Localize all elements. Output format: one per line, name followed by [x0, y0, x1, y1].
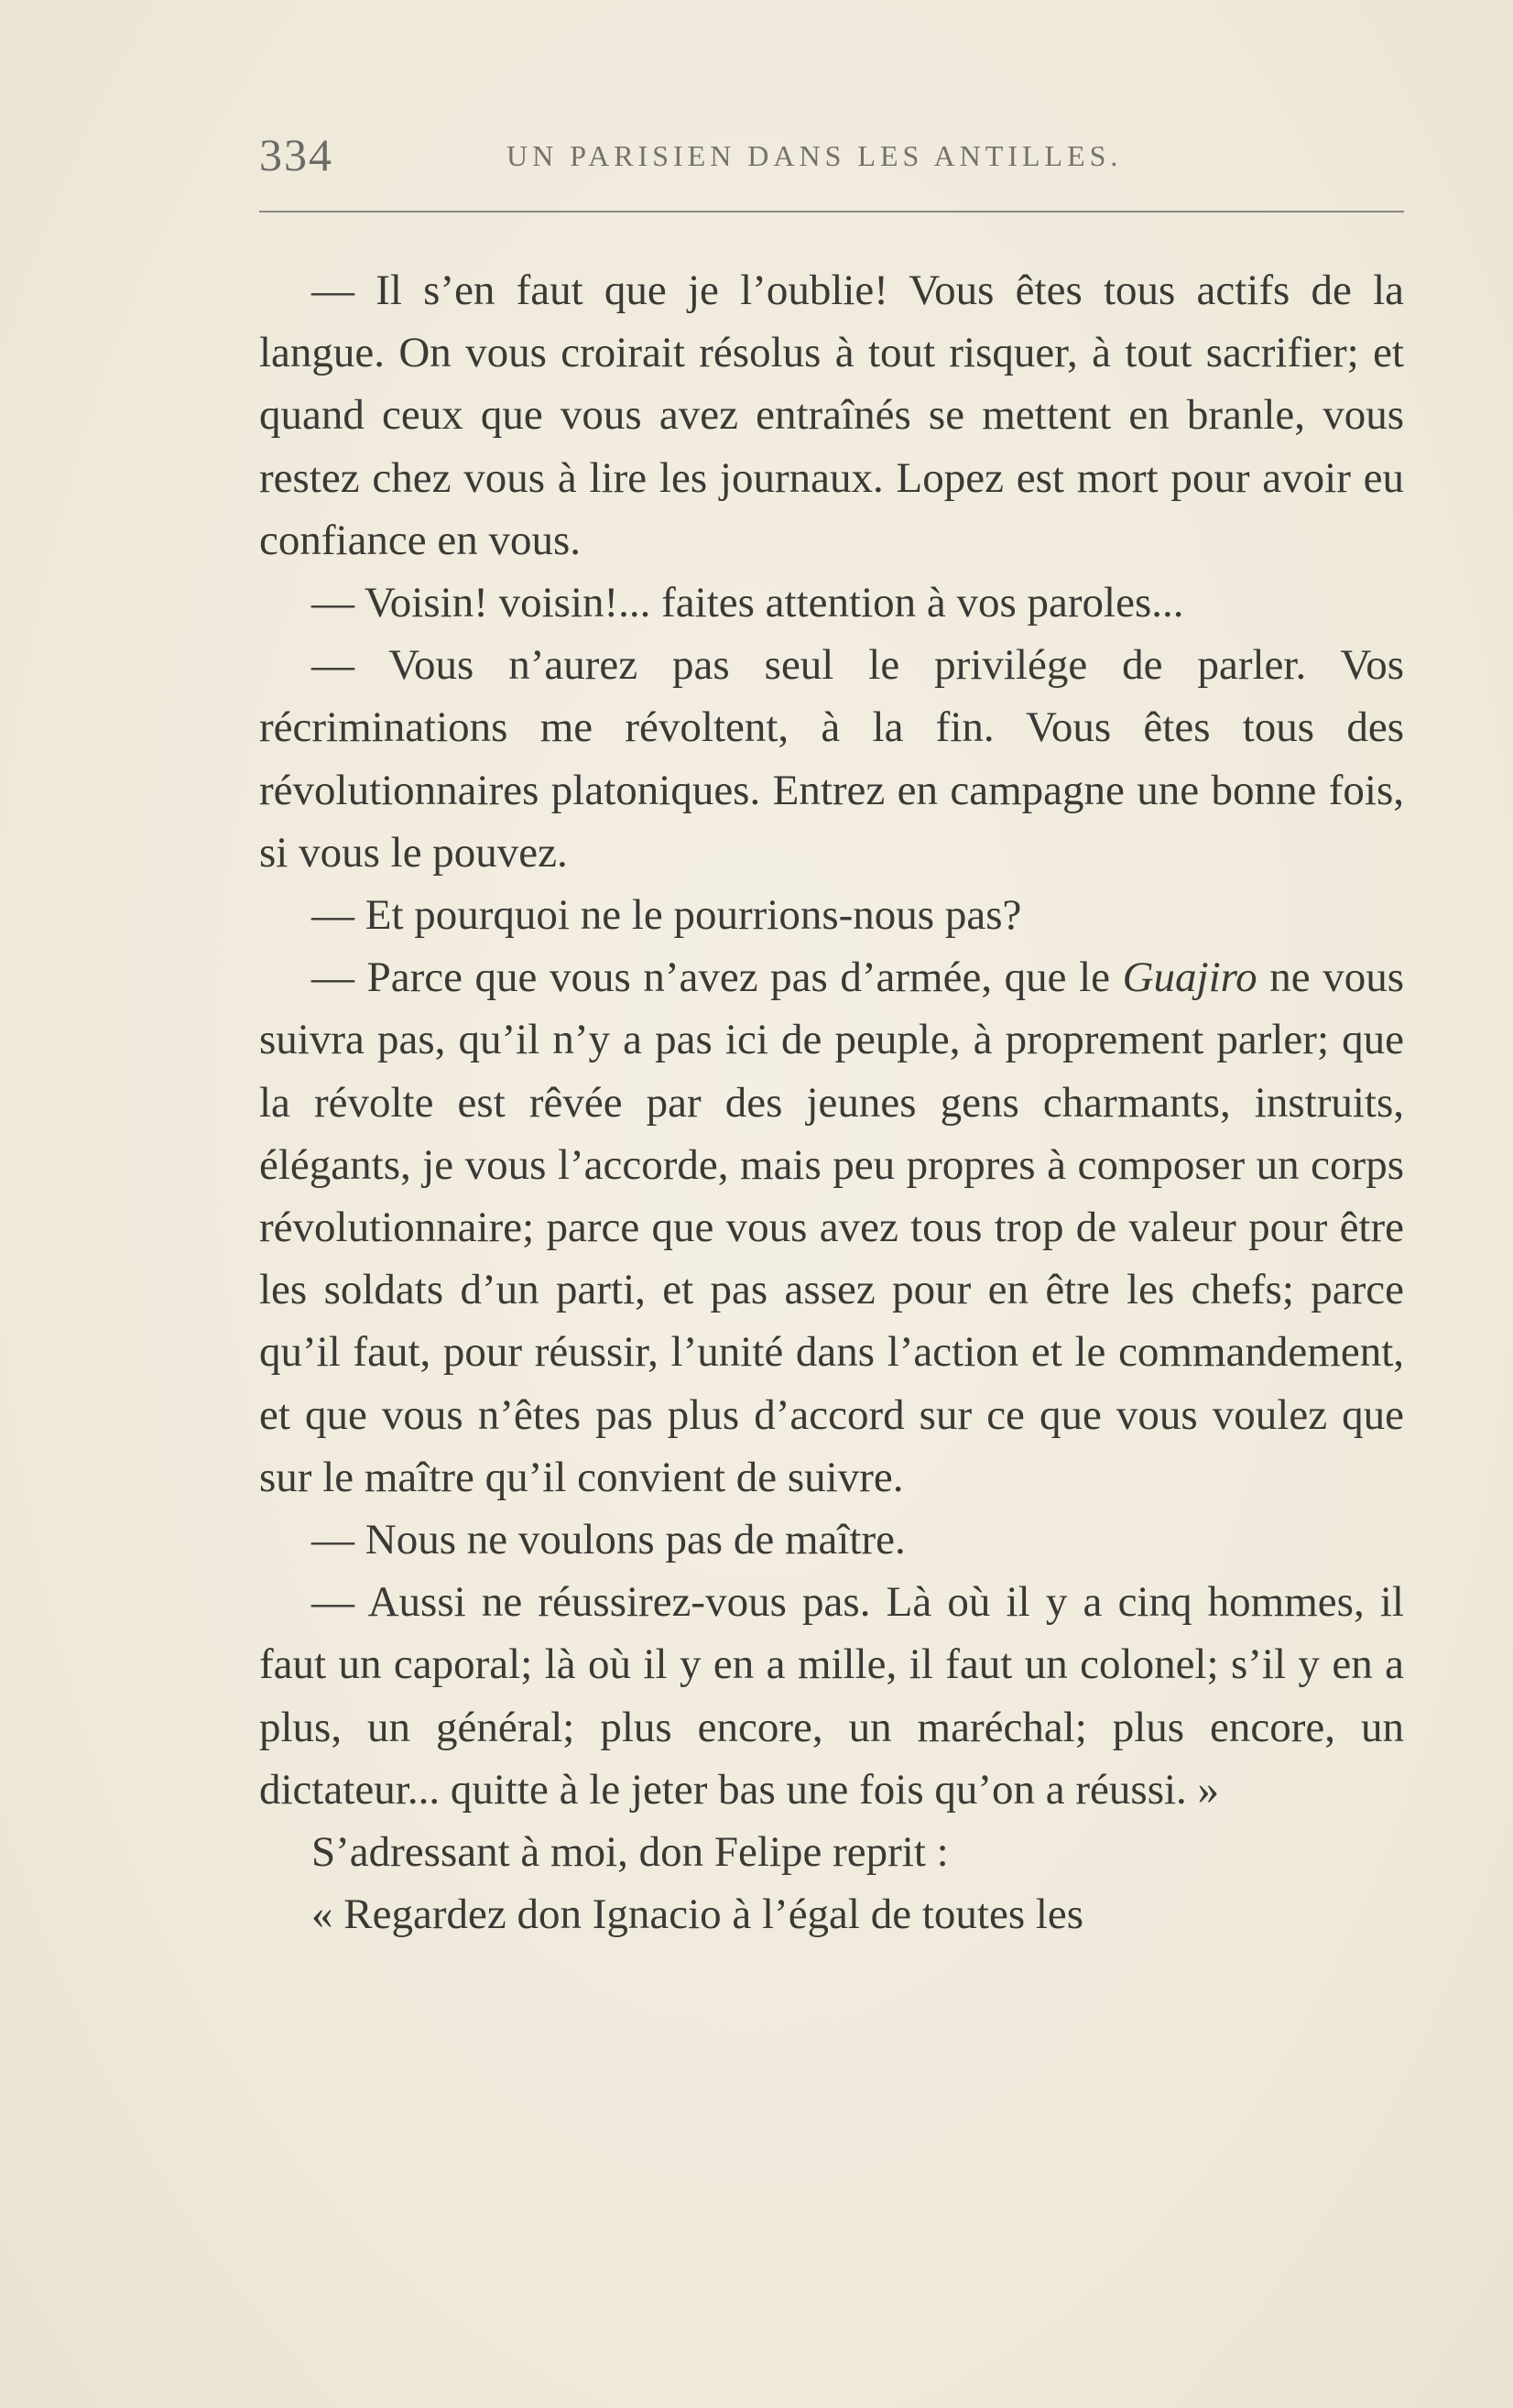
page-number: 334 — [259, 129, 333, 180]
header-rule — [259, 211, 1404, 212]
paragraph: — Aussi ne réussirez-vous pas. Là où il y a cinq hommes, il faut un caporal; là où il y en a mille, il faut un colonel; s’il y en a plus, un général; plus encore, un maréchal; plus encore, un dictateur... quitte à le jeter bas une fois qu’on a réussi. » — [259, 1578, 1404, 1814]
paragraph-text: — Parce que vous n’avez pas d’armée, que le — [311, 953, 1123, 1002]
body-text — [259, 259, 1404, 1945]
paragraph — [259, 946, 1404, 1509]
italic-term: Guajiro — [1122, 953, 1257, 1002]
running-title: UN PARISIEN DANS LES ANTILLES. — [506, 139, 1123, 172]
paragraph: — Et pourquoi ne le pourrions-nous pas? — [311, 891, 1022, 940]
paragraph-text: ne vous suivra pas, qu’il n’y a pas ici de peuple, à proprement parler; que la révolte est rêvée par des jeunes gens charmants, instruits, élégants, je vous l’accorde, mais peu propres à composer un corps révolutionnaire; parce que vous avez tous trop de valeur pour être les soldats d’un parti, et pas assez pour en être les chefs; parce qu’il faut, pour réussir, l’unité dans l’action et le commandement, et que vous n’êtes pas plus d’accord sur ce que vous voulez que sur le maître qu’il convient de suivre. — [259, 953, 1404, 1501]
paragraph: — Il s’en faut que je l’oublie! Vous êtes tous actifs de la langue. On vous croirait résolus à tout risquer, à tout sacrifier; et quand ceux que vous avez entraînés se mettent en branle, vous restez chez vous à lire les journaux. Lopez est mort pour avoir eu confiance en vous. — [259, 267, 1404, 564]
page-header — [259, 128, 1404, 183]
paragraph: « Regardez don Ignacio à l’égal de toutes les — [311, 1890, 1084, 1939]
paragraph: — Vous n’aurez pas seul le privilége de parler. Vos récriminations me révoltent, à la fin. Vous êtes tous des révolutionnaires platoniques. Entrez en campagne une bonne fois, si vous le pouvez. — [259, 641, 1404, 877]
paragraph: — Nous ne voulons pas de maître. — [311, 1516, 906, 1564]
paragraph: S’adressant à moi, don Felipe reprit : — [311, 1828, 949, 1877]
paragraph: — Voisin! voisin!... faites attention à vos paroles... — [311, 579, 1184, 627]
